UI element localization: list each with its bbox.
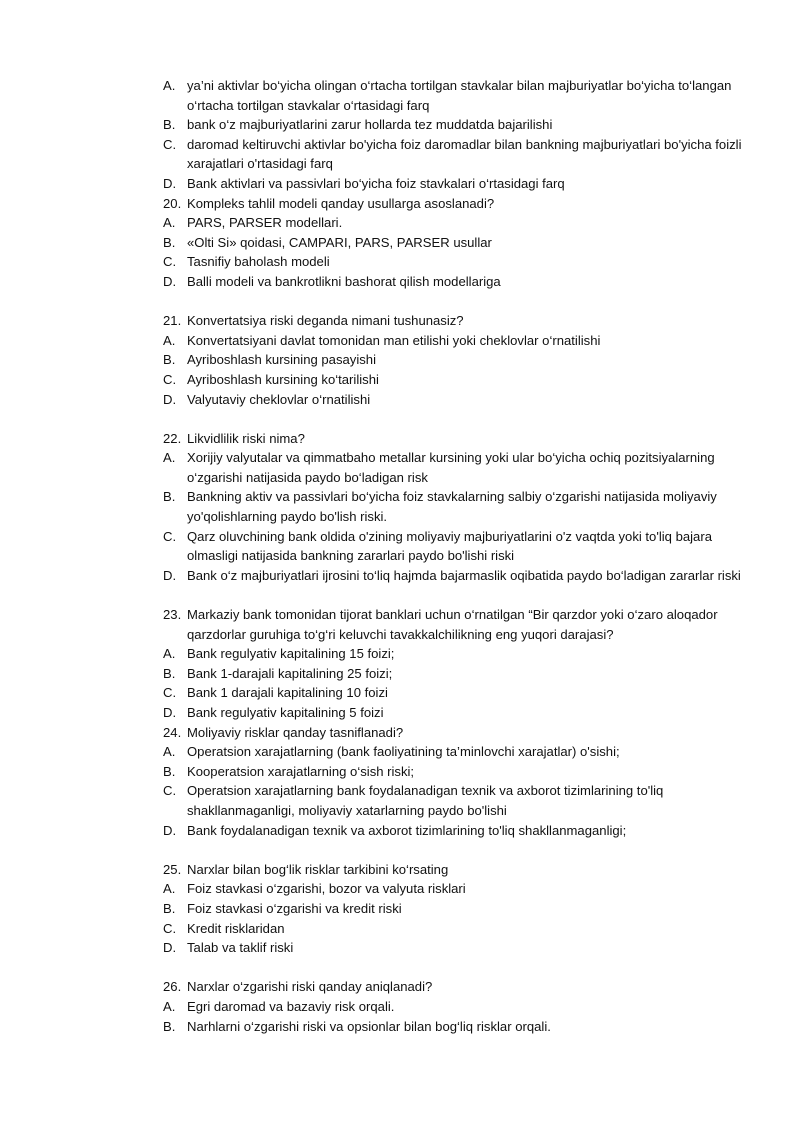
spacer [163,292,748,312]
option-marker: A. [163,450,176,466]
q25-option-c [163,919,748,939]
option-marker: D. [163,391,177,407]
option-marker: A. [163,744,176,760]
q21-option-a [163,331,748,351]
q21-question [163,311,748,331]
option-text: Bank 1-darajali kapitalining 25 foizi; [187,665,393,681]
q19-option-d [163,174,748,194]
option-marker: D. [163,940,177,956]
option-text: Narhlarni o‘zgarishi riski va opsionlar bilan bog‘liq risklar orqali. [187,1018,551,1034]
option-marker: B. [163,665,176,681]
q25-question [163,860,748,880]
option-marker: C. [163,685,177,701]
spacer [163,840,748,860]
q22-option-a [163,448,748,487]
q20-question [163,194,748,214]
option-text: Konvertatsiyani davlat tomonidan man etilishi yoki cheklovlar o‘rnatilishi [187,332,601,348]
q21-option-c [163,370,748,390]
option-text: Bank regulyativ kapitalining 15 foizi; [187,646,395,662]
option-text: Bankning aktiv va passivlari bo‘yicha foiz stavkalarning salbiy o‘zgarishi natijasida moliyaviy yo'qolishlarning paydo bo'lish riski. [187,489,717,525]
q26-option-a [163,997,748,1017]
option-text: Bank aktivlari va passivlari bo‘yicha foiz stavkalari o‘rtasidagi farq [187,175,565,191]
option-text: Xorijiy valyutalar va qimmatbaho metallar kursining yoki ular bo‘yicha ochiq pozitsiyalarning o‘zgarishi natijasida paydo bo‘ladigan risk [187,450,715,485]
q19-option-b [163,115,748,135]
q19-option-c [163,135,748,174]
option-marker: D. [163,705,177,720]
option-text: Bank o‘z majburiyatlari ijrosini to‘liq hajmda bajarmaslik oqibatida paydo bo‘ladigan zararlar riski [187,567,741,583]
question-text: Moliyaviy risklar qanday tasniflanadi? [187,724,404,740]
q19-option-a [163,76,748,115]
option-marker: C. [163,783,177,799]
option-text: Kredit risklaridan [187,920,285,936]
option-text: Foiz stavkasi o‘zgarishi va kredit riski [187,900,402,916]
option-marker: B. [163,1018,176,1034]
option-marker: B. [163,117,176,133]
option-marker: A. [163,332,176,348]
question-number: 21. [163,313,182,329]
option-marker: A. [163,78,176,93]
question-text: Narxlar bilan bog‘lik risklar tarkibini ko‘rsating [187,861,449,877]
q20-option-b [163,233,748,253]
option-marker: B. [163,234,176,250]
option-marker: C. [163,254,177,270]
option-marker: B. [163,489,176,505]
q25-option-a [163,879,748,899]
question-number: 22. [163,430,182,446]
question-text: Kompleks tahlil modeli qanday usullarga asoslanadi? [187,195,495,211]
question-text: Likvidlilik riski nima? [187,430,305,446]
q25-option-d [163,938,748,958]
question-text: Konvertatsiya riski deganda nimani tushunasiz? [187,313,464,329]
option-text: Tasnifiy baholash modeli [187,254,330,270]
option-marker: C. [163,136,177,152]
q24-option-a [163,742,748,762]
option-text: Kooperatsion xarajatlarning o‘sish riski; [187,763,415,779]
option-marker: C. [163,371,177,387]
q22-question [163,429,748,449]
option-marker: B. [163,763,176,779]
q24-option-c [163,781,748,820]
q23-option-d [163,703,748,723]
option-text: ya’ni aktivlar bo‘yicha olingan o‘rtacha tortilgan stavkalar bilan majburiyatlar bo‘yicha to‘langan o‘rtacha tortilgan stavkalar o‘rtasidagi farq [187,78,732,113]
q24-question [163,723,748,743]
option-marker: C. [163,920,177,936]
option-text: PARS, PARSER modellari. [187,215,343,231]
option-marker: A. [163,881,176,897]
q23-option-a [163,644,748,664]
option-marker: D. [163,567,177,583]
option-text: Egri daromad va bazaviy risk orqali. [187,998,395,1014]
q22-option-b [163,487,748,526]
option-marker: A. [163,998,176,1014]
spacer [163,585,748,605]
option-marker: A. [163,215,176,231]
q22-option-c [163,527,748,566]
quiz-content [163,76,748,1036]
option-text: Bank regulyativ kapitalining 5 foizi [187,705,384,720]
option-text: bank o‘z majburiyatlarini zarur hollarda tez muddatda bajarilishi [187,117,553,133]
q24-option-d [163,821,748,841]
question-number: 25. [163,861,182,877]
option-text: Operatsion xarajatlarning bank foydalanadigan texnik va axborot tizimlarining to'liq shakllanmaganligi, moliyaviy xatarlarning paydo bo'lishi [187,783,664,818]
option-text: Ayriboshlash kursining pasayishi [187,352,376,368]
option-text: Qarz oluvchining bank oldida o'zining moliyaviy majburiyatlarini o'z vaqtda yoki to'liq bajara olmasligi natijasida bankning zararlari paydo bo'lishi riski [187,528,712,564]
option-text: Bank foydalanadigan texnik va axborot tizimlarining to'liq shakllanmaganligi; [187,822,627,838]
q23-option-c [163,683,748,703]
option-marker: C. [163,528,177,544]
option-text: Operatsion xarajatlarning (bank faoliyatining ta’minlovchi xarajatlar) o'sishi; [187,744,620,760]
option-marker: D. [163,175,177,191]
q22-option-d [163,566,748,586]
option-text: Talab va taklif riski [187,940,294,956]
q21-option-b [163,350,748,370]
question-number: 23. [163,607,182,623]
q23-option-b [163,664,748,684]
q24-option-b [163,762,748,782]
option-text: daromad keltiruvchi aktivlar bo'yicha foiz daromadlar bilan bankning majburiyatlari bo'yicha foizli xarajatlari o'rtasidagi farq [187,136,742,172]
option-text: Balli modeli va bankrotlikni bashorat qilish modellariga [187,273,501,289]
option-text: «Olti Si» qoidasi, CAMPARI, PARS, PARSER usullar [187,234,492,250]
q21-option-d [163,390,748,410]
q26-question [163,977,748,997]
question-number: 24. [163,724,182,740]
option-text: Valyutaviy cheklovlar o‘rnatilishi [187,391,371,407]
option-marker: D. [163,273,177,289]
question-text: Narxlar o‘zgarishi riski qanday aniqlanadi? [187,979,433,995]
option-marker: A. [163,646,176,662]
q23-question [163,605,748,644]
option-text: Foiz stavkasi o‘zgarishi, bozor va valyuta risklari [187,881,466,897]
option-text: Ayriboshlash kursining ko‘tarilishi [187,371,379,387]
q20-option-a [163,213,748,233]
question-text: Markaziy bank tomonidan tijorat banklari uchun o‘rnatilgan “Bir qarzdor yoki o‘zaro aloqador qarzdorlar guruhiga to‘g‘ri keluvchi tavakkalchilikning eng yuqori darajasi? [187,607,718,642]
q25-option-b [163,899,748,919]
option-marker: D. [163,822,177,838]
option-text: Bank 1 darajali kapitalining 10 foizi [187,685,388,701]
q20-option-c [163,252,748,272]
question-number: 26. [163,979,182,995]
spacer [163,958,748,978]
question-number: 20. [163,195,182,211]
q20-option-d [163,272,748,292]
spacer [163,409,748,429]
q26-option-b [163,1017,748,1037]
option-marker: B. [163,900,176,916]
option-marker: B. [163,352,176,368]
